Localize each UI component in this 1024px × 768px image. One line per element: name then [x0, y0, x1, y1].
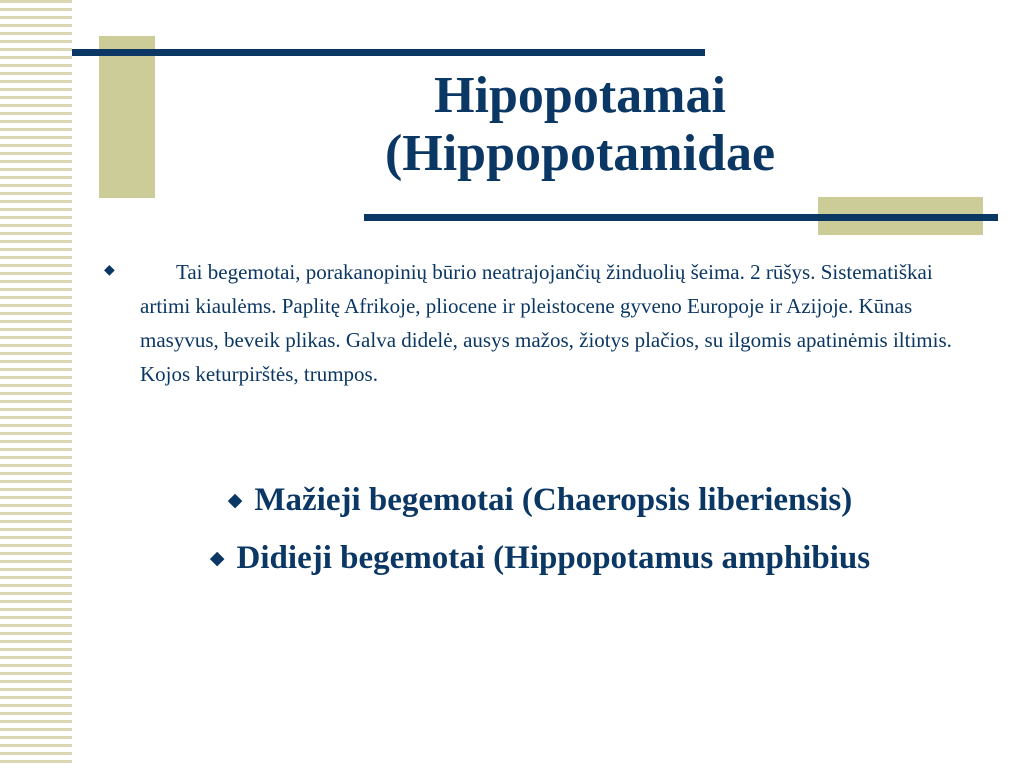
- striped-left-margin: [0, 0, 72, 768]
- slide-title-line1: Hipopotamai: [434, 67, 726, 124]
- title-rule-top: [72, 49, 705, 56]
- slide-title: [300, 67, 860, 183]
- list-item: [100, 480, 980, 521]
- diamond-bullet-icon: ◆: [104, 263, 115, 278]
- list-item: [100, 538, 980, 579]
- list-item-label: Didieji begemotai (Hippopotamus amphibius: [236, 540, 871, 576]
- decorative-block-top-left: [99, 36, 155, 198]
- diamond-bullet-icon: ◆: [209, 548, 225, 569]
- title-rule-bottom: [364, 214, 998, 221]
- diamond-bullet-icon: ◆: [227, 490, 243, 511]
- list-item-label: Mažieji begemotai (Chaeropsis liberiensis): [254, 482, 853, 518]
- slide-title-line2: (Hippopotamidae: [384, 125, 776, 182]
- body-paragraph: Tai begemotai, porakanopinių būrio neatrajojančių žinduolių šeima. 2 rūšys. Sistematiškai artimi kiaulėms. Paplitę Afrikoje, pliocene ir pleistocene gyveno Europoje ir Azijoje. Kūnas masyvus, beveik plikas. Galva didelė, ausys mažos, žiotys plačios, su ilgomis apatinėmis iltimis. Kojos keturpirštės, trumpos.: [140, 260, 952, 386]
